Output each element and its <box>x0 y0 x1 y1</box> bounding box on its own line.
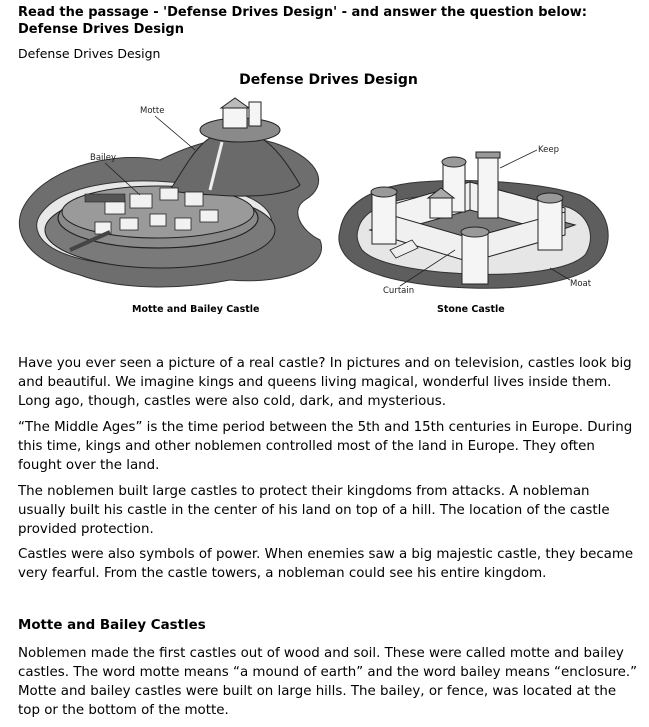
passage-title: Defense Drives Design <box>18 46 161 61</box>
paragraph-1: Have you ever seen a picture of a real castle? In pictures and on television, castles look big and beautiful. We imagine kings and queens living magical, wonderful lives inside them. Long ago, though, castles were also cold, dark, and mysterious. <box>18 356 632 409</box>
prompt-line-1: Read the passage - 'Defense Drives Design' - and answer the question below: <box>18 5 587 20</box>
label-keep: Keep <box>538 145 560 155</box>
label-bailey: Bailey <box>90 153 117 163</box>
caption-motte-and-bailey: Motte and Bailey Castle <box>132 304 260 315</box>
section-paragraph-1: Noblemen made the first castles out of wood and soil. These were called motte and bailey castles. The word motte means “a mound of earth” and the word bailey means “enclosure.” Motte and bailey castles were built on large hills. The bailey, or fence, was located at the top or the bottom of the motte. <box>18 646 638 718</box>
stone-castle-illustration <box>339 145 608 315</box>
paragraph-4: Castles were also symbols of power. When enemies saw a big majestic castle, they became very fearful. From the castle towers, a nobleman could see his entire kingdom. <box>18 547 634 581</box>
label-curtain: Curtain <box>383 286 415 296</box>
paragraph-3: The noblemen built large castles to protect their kingdoms from attacks. A nobleman usually built his castle in the center of his land on top of a hill. The location of the castle provided protection. <box>18 484 610 537</box>
paragraph-2: “The Middle Ages” is the time period between the 5th and 15th centuries in Europe. During this time, kings and other noblemen controlled most of the land in Europe. They often fought over the land. <box>18 420 633 473</box>
figure-title: Defense Drives Design <box>239 72 418 88</box>
prompt-line-2: Defense Drives Design <box>18 22 184 37</box>
section-heading: Motte and Bailey Castles <box>18 618 206 633</box>
label-moat: Moat <box>570 279 592 289</box>
motte-and-bailey-illustration <box>19 98 321 315</box>
label-motte: Motte <box>140 106 165 116</box>
castle-illustration <box>0 90 649 330</box>
caption-stone-castle: Stone Castle <box>437 304 505 315</box>
question-prompt <box>18 4 587 38</box>
